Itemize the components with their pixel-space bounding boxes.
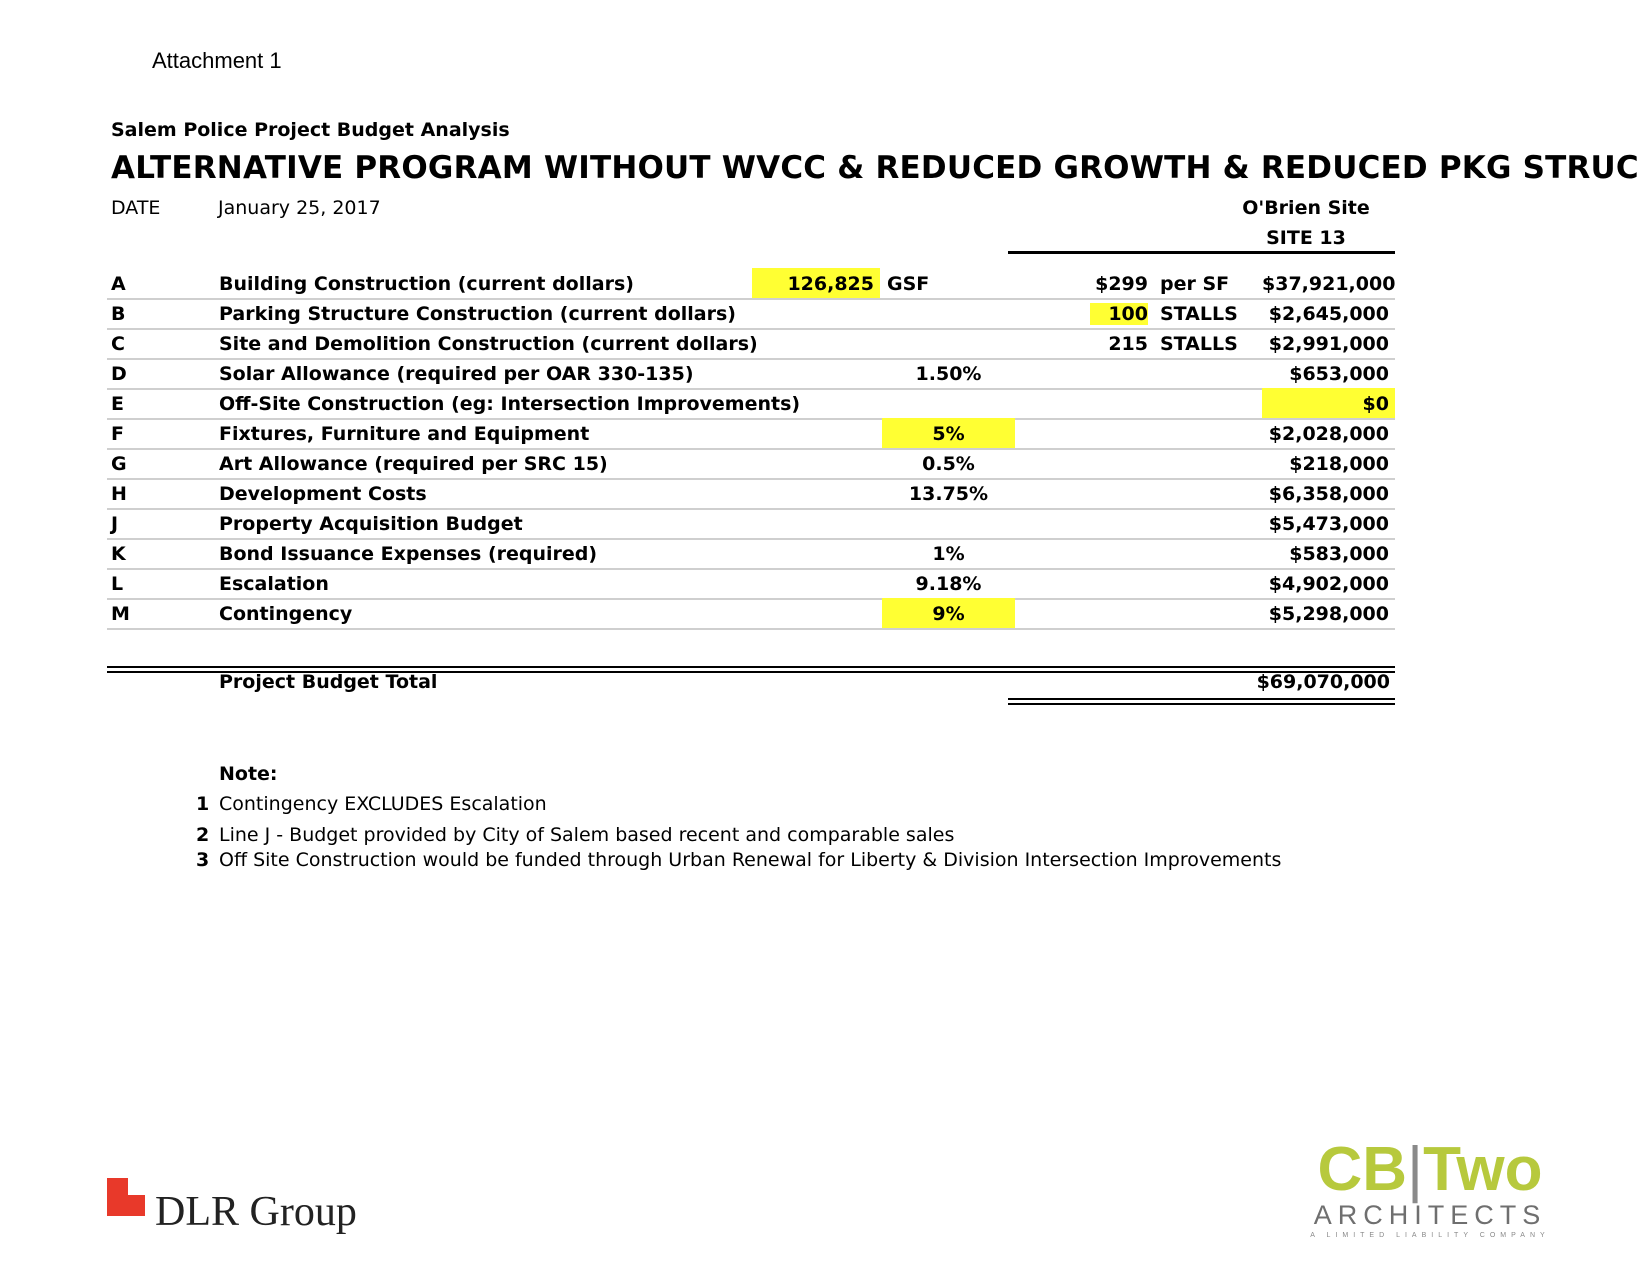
dlr-group-logo	[107, 1178, 367, 1238]
row-letter: K	[111, 543, 126, 565]
row-description: Off-Site Construction (eg: Intersection Improvements)	[219, 393, 801, 415]
note-text: Off Site Construction would be funded through Urban Renewal for Liberty & Division Intersection Improvements	[219, 849, 1282, 871]
row-description: Parking Structure Construction (current dollars)	[219, 303, 736, 325]
row-amount: $4,902,000	[1268, 573, 1389, 595]
row-description: Property Acquisition Budget	[219, 513, 523, 535]
row-letter: G	[111, 453, 127, 475]
site-name: O'Brien Site	[1242, 197, 1370, 219]
total-value: $69,070,000	[1256, 671, 1390, 693]
table-row	[107, 328, 1395, 360]
notes-title: Note:	[219, 763, 278, 785]
note-item	[196, 849, 1281, 871]
row-description: Art Allowance (required per SRC 15)	[219, 453, 608, 475]
table-row	[107, 418, 1395, 450]
total-label: Project Budget Total	[219, 671, 438, 693]
table-row	[107, 508, 1395, 540]
row-amount: $5,298,000	[1268, 603, 1389, 625]
header-rule	[1008, 251, 1395, 254]
row-rate: 215	[1108, 333, 1148, 355]
row-description: Site and Demolition Construction (current dollars)	[219, 333, 758, 355]
row-letter: H	[111, 483, 127, 505]
row-amount: $37,921,000	[1262, 273, 1396, 295]
note-number: 3	[196, 849, 210, 871]
row-description: Fixtures, Furniture and Equipment	[219, 423, 590, 445]
note-text: Line J - Budget provided by City of Salem based recent and comparable sales	[219, 824, 955, 846]
row-letter: L	[111, 573, 124, 595]
row-letter: A	[111, 273, 126, 295]
row-percent: 0.5%	[922, 453, 975, 475]
table-row	[107, 388, 1395, 420]
row-letter: B	[111, 303, 126, 325]
row-percent: 1%	[932, 543, 965, 565]
row-description: Solar Allowance (required per OAR 330-135)	[219, 363, 694, 385]
row-percent: 9%	[882, 598, 1015, 628]
row-rate-unit: per SF	[1160, 273, 1230, 295]
cb-wordmark-left: CB	[1317, 1135, 1408, 1204]
row-amount: $2,991,000	[1268, 333, 1389, 355]
row-letter: E	[111, 393, 124, 415]
table-row	[107, 478, 1395, 510]
row-percent: 1.50%	[915, 363, 982, 385]
table-row	[107, 448, 1395, 480]
row-amount: $6,358,000	[1268, 483, 1389, 505]
table-row	[107, 568, 1395, 600]
row-rate	[1032, 298, 1154, 328]
row-description: Contingency	[219, 603, 353, 625]
row-rate-unit: STALLS	[1160, 303, 1238, 325]
row-amount: $0	[1262, 388, 1395, 418]
cb-two-wordmark: CB|Two	[1317, 1135, 1543, 1204]
row-description: Building Construction (current dollars)	[219, 273, 634, 295]
site-number: SITE 13	[1266, 227, 1346, 249]
row-amount: $2,645,000	[1268, 303, 1389, 325]
row-rate-value: 100	[1090, 303, 1148, 325]
row-letter: D	[111, 363, 127, 385]
note-item	[196, 824, 954, 846]
table-row	[107, 298, 1395, 330]
cb-two-llc: A LIMITED LIABILITY COMPANY	[1310, 1232, 1550, 1239]
table-row	[107, 268, 1395, 300]
date-label: DATE	[111, 197, 161, 219]
row-rate-unit: STALLS	[1160, 333, 1238, 355]
dlr-square-icon	[107, 1178, 145, 1216]
row-letter: F	[111, 423, 124, 445]
row-quantity: 126,825	[752, 268, 880, 298]
row-percent: 13.75%	[908, 483, 989, 505]
row-description: Escalation	[219, 573, 329, 595]
row-letter: C	[111, 333, 125, 355]
row-percent: 9.18%	[915, 573, 982, 595]
note-item	[196, 793, 547, 815]
row-quantity-unit: GSF	[887, 273, 930, 295]
cb-two-logo	[1310, 1135, 1550, 1239]
row-description: Development Costs	[219, 483, 427, 505]
row-percent: 5%	[882, 418, 1015, 448]
row-amount: $583,000	[1289, 543, 1389, 565]
row-rate: $299	[1095, 273, 1148, 295]
dlr-logo-text: DLR Group	[155, 1189, 357, 1235]
date-value: January 25, 2017	[218, 197, 381, 219]
row-amount: $2,028,000	[1268, 423, 1389, 445]
note-number: 1	[196, 793, 210, 815]
total-rule-top-1	[107, 666, 1395, 668]
row-amount: $5,473,000	[1268, 513, 1389, 535]
cb-two-subtitle: ARCHITECTS	[1313, 1200, 1547, 1230]
table-row	[107, 538, 1395, 570]
table-row	[107, 358, 1395, 390]
document-subtitle: Salem Police Project Budget Analysis	[111, 119, 510, 141]
cb-wordmark-right: Two	[1423, 1135, 1543, 1204]
row-amount: $653,000	[1289, 363, 1389, 385]
total-rule-bottom-2	[1008, 703, 1395, 705]
row-amount: $218,000	[1289, 453, 1389, 475]
note-number: 2	[196, 824, 210, 846]
row-letter: M	[111, 603, 130, 625]
note-text: Contingency EXCLUDES Escalation	[219, 793, 547, 815]
attachment-label: Attachment 1	[152, 48, 282, 73]
total-rule-bottom-1	[1008, 698, 1395, 700]
row-letter: J	[111, 513, 119, 535]
document-title: ALTERNATIVE PROGRAM WITHOUT WVCC & REDUCED GROWTH & REDUCED PKG STRUC	[111, 150, 1639, 186]
table-row	[107, 598, 1395, 630]
row-description: Bond Issuance Expenses (required)	[219, 543, 598, 565]
